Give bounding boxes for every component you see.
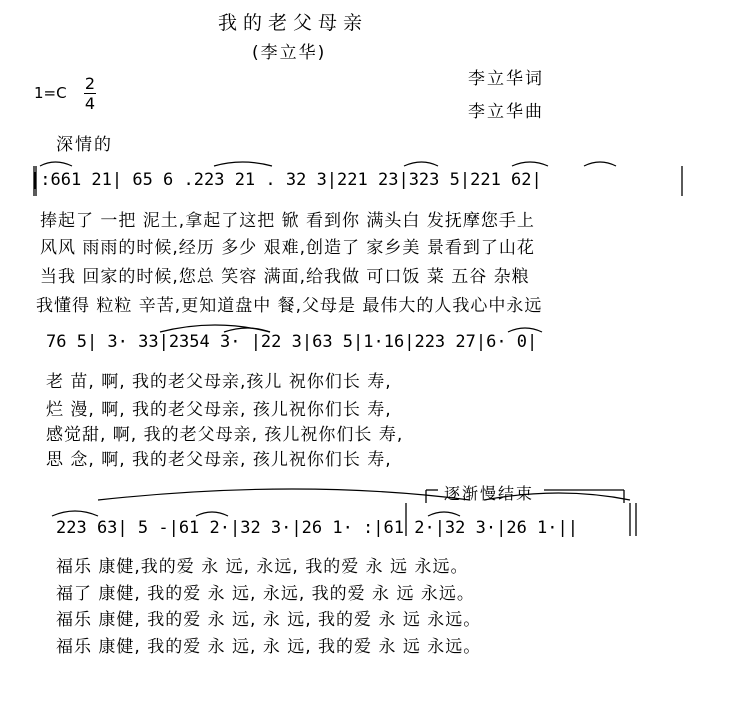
lyrics-2-verse-1: 老 苗, 啊, 我的老父母亲,孩儿 祝你们长 寿, [46,372,392,392]
time-numerator: 2 [84,74,96,93]
notes-line-1: |:661 21| 65 6 .223 21 . 32 3|221 23|323 5|221 62| [30,170,542,190]
slur [584,162,616,166]
lyrics-1-verse-2: 风风 雨雨的时候,经历 多少 艰难,创造了 家乡美 景看到了山花 [40,238,535,258]
slur [214,162,272,166]
slur [40,162,72,166]
lyrics-3-verse-3: 福乐 康健, 我的爱 永 远, 永 远, 我的爱 永 远 永远。 [56,610,482,630]
slur [512,162,548,166]
slur [428,512,460,516]
slur [404,162,438,166]
rit-marking: 逐渐慢结束 [444,484,535,503]
lyrics-1-verse-1: 捧起了 一把 泥土,拿起了这把 锨 看到你 满头白 发抚摩您手上 [40,211,535,231]
slur [98,489,470,500]
lyrics-2-verse-2: 烂 漫, 啊, 我的老父母亲, 孩儿祝你们长 寿, [46,400,392,420]
lyrics-2-verse-3: 感觉甜, 啊, 我的老父母亲, 孩儿祝你们长 寿, [46,425,404,445]
lyrics-2-verse-4: 思 念, 啊, 我的老父母亲, 孩儿祝你们长 寿, [46,450,392,470]
key-signature: 1=C [34,84,67,102]
lyricist-credit: 李立华词 [468,69,544,89]
notes-line-2: 76 5| 3· 33|2354 3· |22 3|63 5|1·16|223 27|6· 0| [46,332,538,352]
composer-credit: 李立华曲 [468,102,544,122]
lyrics-3-verse-1: 福乐 康健,我的爱 永 远, 永远, 我的爱 永 远 永远。 [56,557,469,577]
slur [52,511,98,516]
time-denominator: 4 [84,94,96,113]
lyrics-3-verse-2: 福了 康健, 我的爱 永 远, 永远, 我的爱 永 远 永远。 [56,584,475,604]
notes-line-3: 223 63| 5 -|61 2·|32 3·|26 1· :|61 2·|32 3·|26 1·|| [56,518,578,538]
song-title: 我的老父母亲 [218,12,369,34]
song-subtitle: (李立华) [252,43,327,63]
lyrics-1-verse-4: 我懂得 粒粒 辛苦,更知道盘中 餐,父母是 最伟大的人我心中永远 [36,296,543,316]
slur [196,512,228,516]
lyrics-1-verse-3: 当我 回家的时候,您总 笑容 满面,给我做 可口饭 菜 五谷 杂粮 [40,267,530,287]
lyrics-3-verse-4: 福乐 康健, 我的爱 永 远, 永 远, 我的爱 永 远 永远。 [56,637,482,657]
tempo-marking: 深情的 [56,135,113,155]
